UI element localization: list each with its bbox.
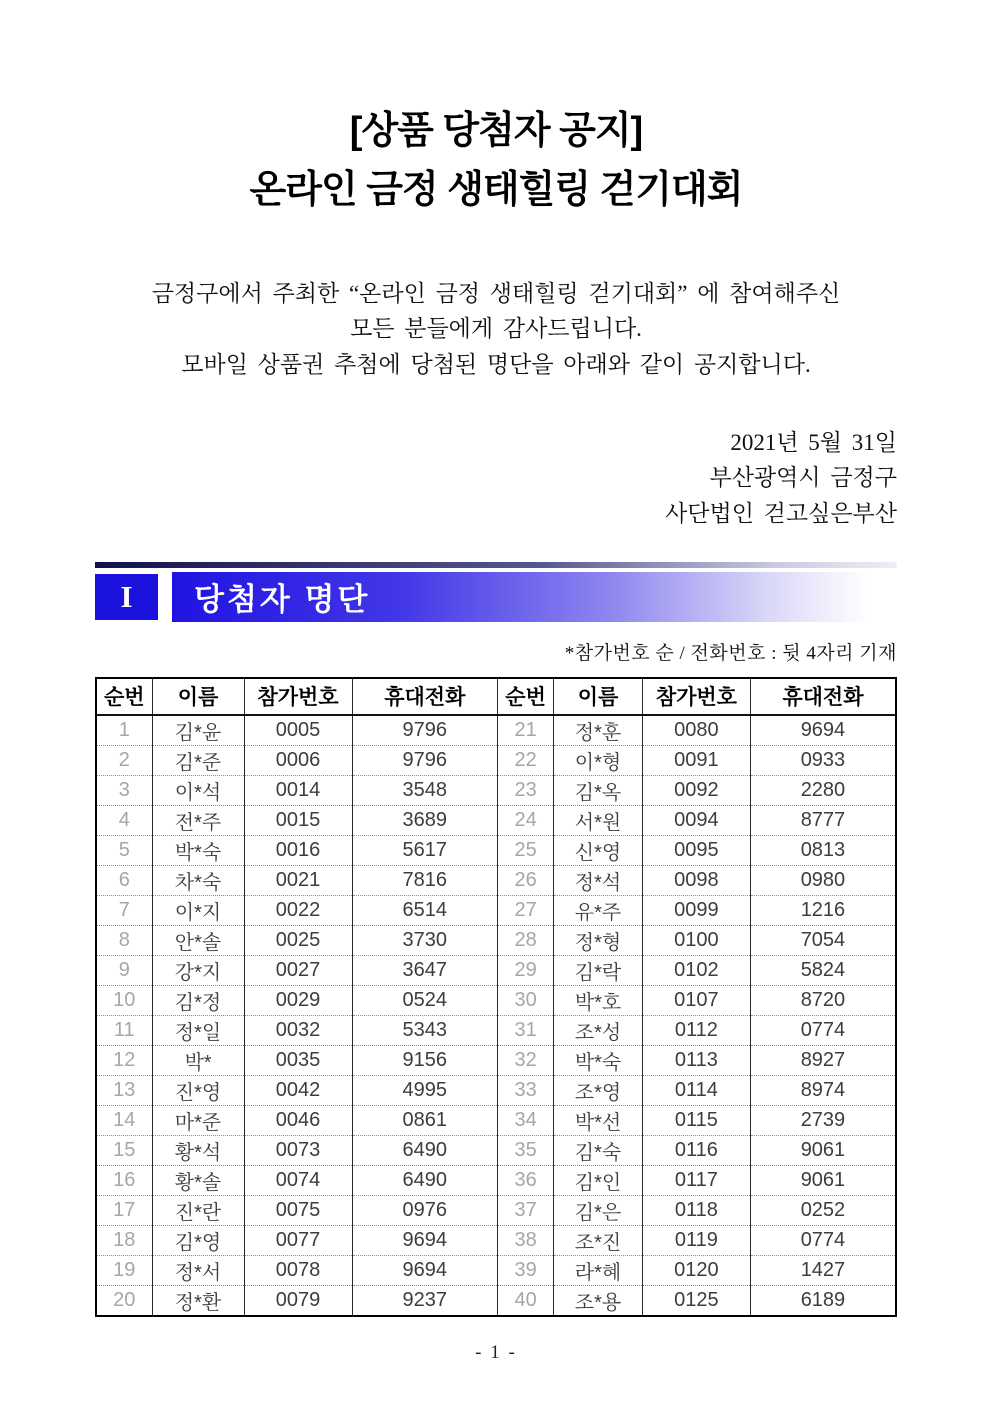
table-row [96,955,896,985]
rank-cell: 34 [498,1105,554,1135]
phone-cell: 6490 [352,1135,498,1165]
rank-cell: 40 [498,1285,554,1316]
table-row [96,1045,896,1075]
rank-cell: 11 [96,1015,152,1045]
entry-number-cell: 0021 [244,865,352,895]
name-cell: 전*주 [152,805,244,835]
phone-cell: 6514 [352,895,498,925]
title-line-2: 온라인 금정 생태힐링 걷기대회 [249,168,743,211]
winners-table-body [96,715,896,1316]
entry-number-cell: 0113 [642,1045,750,1075]
rank-cell: 20 [96,1285,152,1316]
rank-cell: 35 [498,1135,554,1165]
date-signature-block [95,425,897,532]
header-phone-right: 휴대전화 [750,678,896,715]
phone-cell: 3730 [352,925,498,955]
table-row [96,775,896,805]
phone-cell: 6490 [352,1165,498,1195]
table-row [96,1225,896,1255]
phone-cell: 0252 [750,1195,896,1225]
document-title [95,0,897,220]
header-entry-left: 참가번호 [244,678,352,715]
entry-number-cell: 0114 [642,1075,750,1105]
rank-cell: 2 [96,745,152,775]
phone-cell: 3689 [352,805,498,835]
entry-number-cell: 0077 [244,1225,352,1255]
phone-cell: 1216 [750,895,896,925]
section-numeral-badge: I [95,574,158,620]
table-row [96,925,896,955]
phone-cell: 8777 [750,805,896,835]
phone-cell: 9796 [352,745,498,775]
name-cell: 김*옥 [554,775,643,805]
header-phone-left: 휴대전화 [352,678,498,715]
phone-cell: 0980 [750,865,896,895]
name-cell: 이*지 [152,895,244,925]
name-cell: 정*서 [152,1255,244,1285]
entry-number-cell: 0022 [244,895,352,925]
phone-cell: 9061 [750,1135,896,1165]
title-line-1: [상품 당첨자 공지] [349,110,643,152]
table-row [96,1285,896,1316]
phone-cell: 3647 [352,955,498,985]
rank-cell: 14 [96,1105,152,1135]
entry-number-cell: 0029 [244,985,352,1015]
phone-cell: 1427 [750,1255,896,1285]
entry-number-cell: 0078 [244,1255,352,1285]
phone-cell: 0933 [750,745,896,775]
name-cell: 박*숙 [152,835,244,865]
entry-number-cell: 0098 [642,865,750,895]
rank-cell: 24 [498,805,554,835]
rank-cell: 6 [96,865,152,895]
rank-cell: 15 [96,1135,152,1165]
phone-cell: 9156 [352,1045,498,1075]
organization-line-1: 부산광역시 금정구 [709,465,897,491]
entry-number-cell: 0094 [642,805,750,835]
table-row [96,1105,896,1135]
phone-cell: 7054 [750,925,896,955]
phone-cell: 5617 [352,835,498,865]
name-cell: 차*숙 [152,865,244,895]
name-cell: 김*은 [554,1195,643,1225]
rank-cell: 36 [498,1165,554,1195]
entry-number-cell: 0014 [244,775,352,805]
phone-cell: 9694 [352,1255,498,1285]
name-cell: 진*영 [152,1075,244,1105]
name-cell: 유*주 [554,895,643,925]
rank-cell: 25 [498,835,554,865]
phone-cell: 9237 [352,1285,498,1316]
entry-number-cell: 0116 [642,1135,750,1165]
entry-number-cell: 0074 [244,1165,352,1195]
phone-cell: 8927 [750,1045,896,1075]
rank-cell: 13 [96,1075,152,1105]
rank-cell: 28 [498,925,554,955]
entry-number-cell: 0027 [244,955,352,985]
table-row [96,865,896,895]
phone-cell: 0813 [750,835,896,865]
entry-number-cell: 0075 [244,1195,352,1225]
rank-cell: 30 [498,985,554,1015]
rank-cell: 21 [498,715,554,746]
name-cell: 정*석 [554,865,643,895]
name-cell: 이*형 [554,745,643,775]
rank-cell: 3 [96,775,152,805]
name-cell: 김*준 [152,745,244,775]
entry-number-cell: 0107 [642,985,750,1015]
name-cell: 정*일 [152,1015,244,1045]
table-note: *참가번호 순 / 전화번호 : 뒷 4자리 기재 [564,642,897,664]
entry-number-cell: 0025 [244,925,352,955]
entry-number-cell: 0006 [244,745,352,775]
header-entry-right: 참가번호 [642,678,750,715]
organization-line-2: 사단법인 걷고싶은부산 [665,500,897,526]
rank-cell: 38 [498,1225,554,1255]
name-cell: 박*선 [554,1105,643,1135]
table-row [96,985,896,1015]
entry-number-cell: 0120 [642,1255,750,1285]
entry-number-cell: 0080 [642,715,750,746]
rank-cell: 10 [96,985,152,1015]
date-line: 2021년 5월 31일 [730,429,897,455]
table-row [96,1165,896,1195]
table-row [96,835,896,865]
entry-number-cell: 0119 [642,1225,750,1255]
entry-number-cell: 0118 [642,1195,750,1225]
name-cell: 조*영 [554,1075,643,1105]
rank-cell: 8 [96,925,152,955]
rank-cell: 4 [96,805,152,835]
section-title-bar [172,572,897,622]
table-row [96,1255,896,1285]
name-cell: 조*용 [554,1285,643,1316]
name-cell: 박*숙 [554,1045,643,1075]
entry-number-cell: 0032 [244,1015,352,1045]
rank-cell: 18 [96,1225,152,1255]
table-row [96,1015,896,1045]
name-cell: 정*환 [152,1285,244,1316]
phone-cell: 4995 [352,1075,498,1105]
table-row [96,715,896,746]
section-title: 당첨자 명단 [194,582,371,618]
entry-number-cell: 0102 [642,955,750,985]
name-cell: 박* [152,1045,244,1075]
entry-number-cell: 0042 [244,1075,352,1105]
entry-number-cell: 0015 [244,805,352,835]
phone-cell: 0861 [352,1105,498,1135]
name-cell: 김*영 [152,1225,244,1255]
rank-cell: 9 [96,955,152,985]
entry-number-cell: 0115 [642,1105,750,1135]
name-cell: 이*석 [152,775,244,805]
winners-table-header [96,678,896,715]
intro-paragraph [95,276,897,383]
rank-cell: 39 [498,1255,554,1285]
phone-cell: 2280 [750,775,896,805]
phone-cell: 6189 [750,1285,896,1316]
phone-cell: 3548 [352,775,498,805]
entry-number-cell: 0091 [642,745,750,775]
name-cell: 진*란 [152,1195,244,1225]
phone-cell: 5824 [750,955,896,985]
rank-cell: 7 [96,895,152,925]
rank-cell: 5 [96,835,152,865]
name-cell: 안*솔 [152,925,244,955]
intro-line-2: 모든 분들에게 감사드립니다. [350,316,642,342]
section-divider-line [95,562,897,568]
table-row [96,745,896,775]
name-cell: 박*호 [554,985,643,1015]
entry-number-cell: 0125 [642,1285,750,1316]
name-cell: 마*준 [152,1105,244,1135]
header-row [96,678,896,715]
entry-number-cell: 0005 [244,715,352,746]
entry-number-cell: 0073 [244,1135,352,1165]
entry-number-cell: 0095 [642,835,750,865]
table-row [96,895,896,925]
phone-cell: 0774 [750,1225,896,1255]
phone-cell: 2739 [750,1105,896,1135]
entry-number-cell: 0117 [642,1165,750,1195]
section-header [95,562,897,622]
name-cell: 김*윤 [152,715,244,746]
header-name-right: 이름 [554,678,643,715]
section-title-row [95,572,897,622]
name-cell: 정*훈 [554,715,643,746]
header-name-left: 이름 [152,678,244,715]
entry-number-cell: 0100 [642,925,750,955]
name-cell: 황*솔 [152,1165,244,1195]
name-cell: 강*지 [152,955,244,985]
name-cell: 김*락 [554,955,643,985]
table-row [96,1135,896,1165]
rank-cell: 19 [96,1255,152,1285]
phone-cell: 9061 [750,1165,896,1195]
phone-cell: 5343 [352,1015,498,1045]
rank-cell: 23 [498,775,554,805]
header-rank-right: 순번 [498,678,554,715]
name-cell: 김*인 [554,1165,643,1195]
entry-number-cell: 0016 [244,835,352,865]
entry-number-cell: 0046 [244,1105,352,1135]
name-cell: 서*원 [554,805,643,835]
table-row [96,1075,896,1105]
table-row [96,1195,896,1225]
name-cell: 신*영 [554,835,643,865]
name-cell: 라*혜 [554,1255,643,1285]
phone-cell: 7816 [352,865,498,895]
rank-cell: 37 [498,1195,554,1225]
name-cell: 정*형 [554,925,643,955]
rank-cell: 32 [498,1045,554,1075]
rank-cell: 12 [96,1045,152,1075]
phone-cell: 0524 [352,985,498,1015]
name-cell: 김*숙 [554,1135,643,1165]
rank-cell: 29 [498,955,554,985]
entry-number-cell: 0099 [642,895,750,925]
intro-line-3: 모바일 상품권 추첨에 당첨된 명단을 아래와 같이 공지합니다. [181,352,811,378]
phone-cell: 9694 [352,1225,498,1255]
entry-number-cell: 0092 [642,775,750,805]
rank-cell: 27 [498,895,554,925]
rank-cell: 33 [498,1075,554,1105]
rank-cell: 26 [498,865,554,895]
phone-cell: 0976 [352,1195,498,1225]
entry-number-cell: 0112 [642,1015,750,1045]
rank-cell: 17 [96,1195,152,1225]
intro-line-1: 금정구에서 주최한 “온라인 금정 생태힐링 걷기대회” 에 참여해주신 [151,280,841,306]
rank-cell: 31 [498,1015,554,1045]
winners-table [95,677,897,1317]
phone-cell: 8974 [750,1075,896,1105]
phone-cell: 9796 [352,715,498,746]
rank-cell: 1 [96,715,152,746]
header-rank-left: 순번 [96,678,152,715]
name-cell: 조*진 [554,1225,643,1255]
table-row [96,805,896,835]
phone-cell: 8720 [750,985,896,1015]
entry-number-cell: 0079 [244,1285,352,1316]
name-cell: 조*성 [554,1015,643,1045]
rank-cell: 22 [498,745,554,775]
rank-cell: 16 [96,1165,152,1195]
name-cell: 김*정 [152,985,244,1015]
phone-cell: 9694 [750,715,896,746]
name-cell: 황*석 [152,1135,244,1165]
page-number: - 1 - [475,1341,517,1363]
phone-cell: 0774 [750,1015,896,1045]
entry-number-cell: 0035 [244,1045,352,1075]
